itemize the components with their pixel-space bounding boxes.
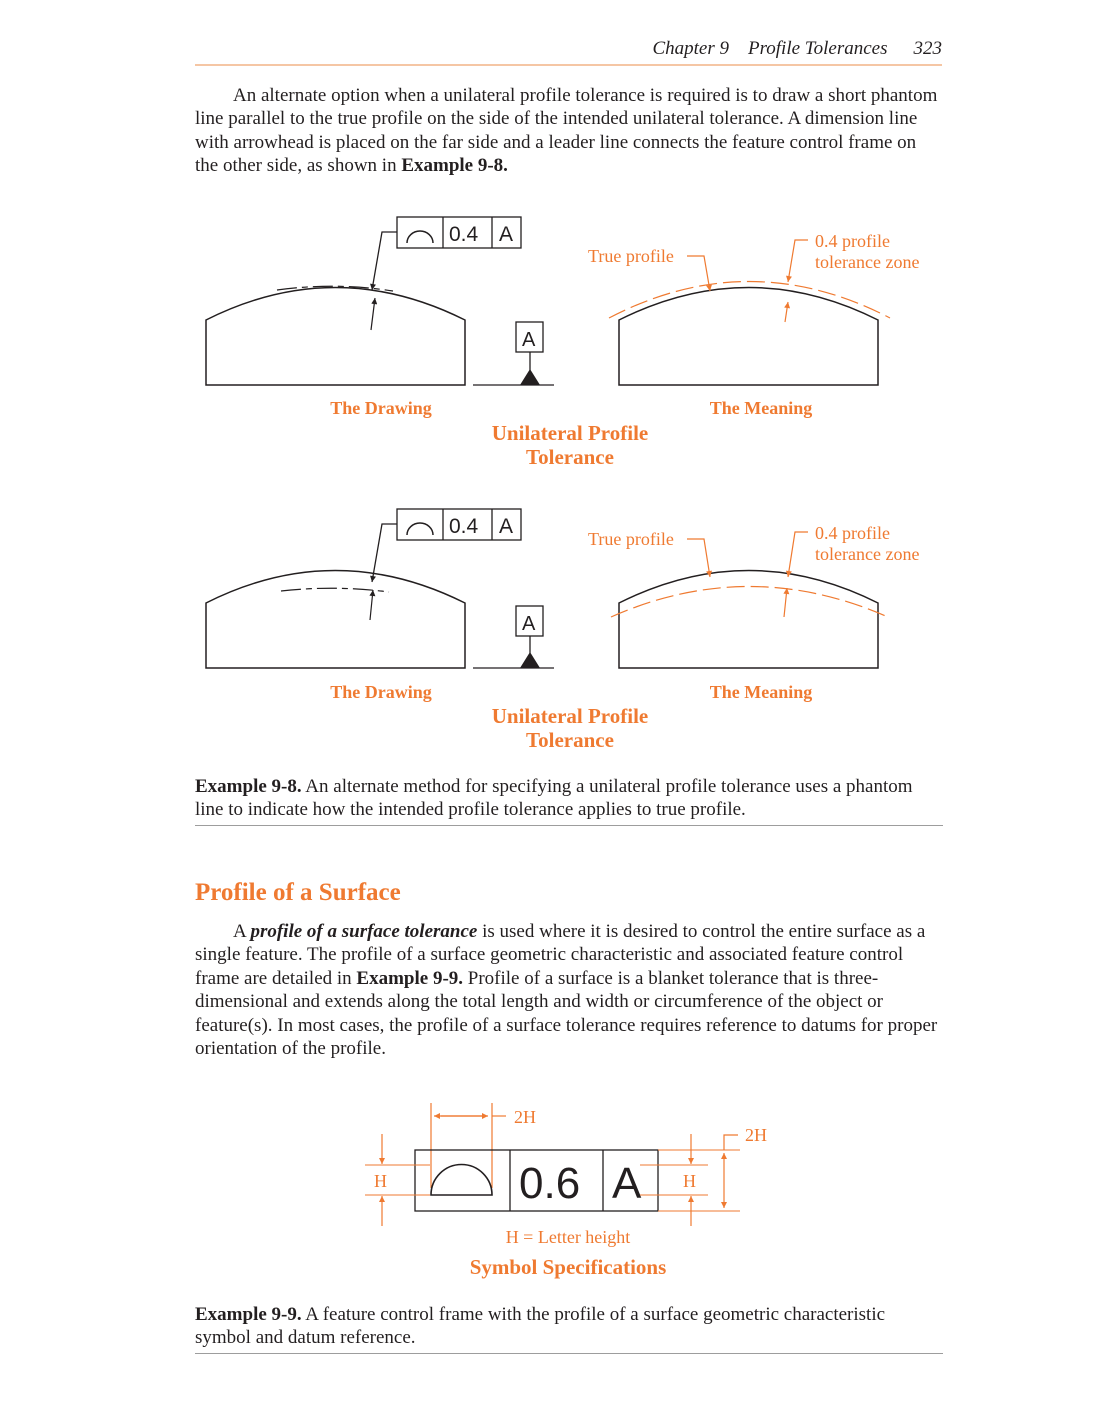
true-profile-leader: [687, 539, 710, 577]
profile-of-surface-icon: [431, 1164, 492, 1195]
zone-leader: [788, 240, 808, 282]
datum-triangle: [520, 369, 540, 385]
dimension-h-right: H: [683, 1171, 696, 1191]
meaning-label: The Meaning: [709, 682, 813, 702]
datum-letter: A: [522, 613, 536, 635]
caption-text: An alternate method for specifying a unilateral profile tolerance uses a phantom line to indicate how the intended profile tolerance applies to true profile.: [195, 776, 913, 821]
chapter-label: Chapter 9: [652, 38, 729, 59]
fcf-datum: A: [499, 515, 514, 538]
profile-surface-paragraph: [195, 920, 943, 1060]
dimension-arrow: [370, 590, 373, 620]
dimension-h-left: H: [374, 1171, 387, 1191]
zone-arrow: [784, 588, 787, 617]
figure-title-line1: Unilateral Profile: [491, 704, 649, 728]
section-label: Profile Tolerances: [747, 38, 888, 59]
meaning-part-outline: [619, 288, 878, 386]
meaning-label: The Meaning: [709, 398, 813, 418]
fcf-datum: A: [499, 223, 514, 246]
intro-text: An alternate option when a unilateral profile tolerance is required is to draw a short phantom line parallel to the true profile on the side of the intended unilateral tolerance. A dimension line with arrowhead is placed on the far side and a leader line connects the feature control frame on the other side, as shown in: [195, 85, 938, 177]
drawing-label: The Drawing: [330, 682, 432, 702]
caption-example-9-9: [195, 1303, 943, 1354]
defined-term: profile of a surface tolerance: [250, 921, 478, 942]
true-profile-label: True profile: [588, 529, 674, 549]
figure-2: [206, 509, 919, 752]
figure-1-drawing: [206, 217, 554, 385]
profile-of-line-icon: [407, 231, 433, 243]
fcf-tolerance: 0.4: [449, 223, 479, 246]
figure-title-line2: Tolerance: [526, 728, 614, 752]
fcf-tolerance: 0.4: [449, 515, 479, 538]
part-outline: [206, 288, 465, 386]
fcf-tolerance: 0.6: [519, 1159, 581, 1208]
zone-label-line2: tolerance zone: [815, 252, 920, 272]
figure-1-meaning: [588, 231, 919, 385]
profile-of-line-icon: [407, 523, 433, 535]
dimension-2h-right: 2H: [745, 1125, 767, 1145]
caption-label: Example 9-8.: [195, 776, 302, 797]
part-outline: [206, 571, 465, 669]
true-profile-leader: [687, 256, 710, 291]
page-number: 323: [913, 38, 942, 59]
zone-leader: [788, 532, 808, 577]
dimension-arrow: [371, 298, 375, 330]
caption-example-9-8: [195, 775, 943, 826]
zone-label-line1: 0.4 profile: [815, 231, 890, 251]
figure-title: Symbol Specifications: [469, 1255, 667, 1279]
tolerance-zone-boundary: [611, 587, 888, 618]
figure-2-meaning: [588, 523, 919, 668]
body-text: is used where it is desired to control the entire surface as a single feature. The profile of a surface geometric characteristic and associated feature control frame are detailed in: [195, 921, 926, 989]
caption-text: A feature control frame with the profile of a surface geometric characteristic symbol and datum reference.: [195, 1304, 886, 1349]
fcf-datum: A: [612, 1159, 642, 1208]
zone-arrow: [785, 302, 788, 322]
body-text: A: [233, 921, 251, 942]
body-text: Profile of a surface is a blanket tolerance that is three-dimensional and extends along the total length and width or circumference of the object or feature(s). In most cases, the profile of a surface tolerance requires reference to datums for proper orientation of the profile.: [195, 967, 938, 1060]
leader-line: [372, 232, 397, 290]
body-example-ref: Example 9-9.: [356, 967, 464, 989]
figure-title-line2: Tolerance: [526, 445, 614, 469]
true-profile-label: True profile: [588, 246, 674, 266]
figure-2-drawing: [206, 509, 554, 668]
intro-example-ref: Example 9-8.: [401, 155, 508, 177]
figure-3: [365, 1103, 767, 1279]
figure-title-line1: Unilateral Profile: [491, 421, 649, 445]
dimension-2h-top: 2H: [514, 1107, 536, 1127]
zone-label-line1: 0.4 profile: [815, 523, 890, 543]
drawing-label: The Drawing: [330, 398, 432, 418]
meaning-part-outline: [619, 571, 878, 669]
section-heading: Profile of a Surface: [195, 879, 401, 906]
letter-height-note: H = Letter height: [505, 1227, 631, 1247]
datum-letter: A: [522, 329, 536, 351]
datum-triangle: [520, 652, 540, 668]
zone-label-line2: tolerance zone: [815, 544, 920, 564]
figure-1: [206, 217, 919, 469]
caption-label: Example 9-9.: [195, 1304, 302, 1325]
